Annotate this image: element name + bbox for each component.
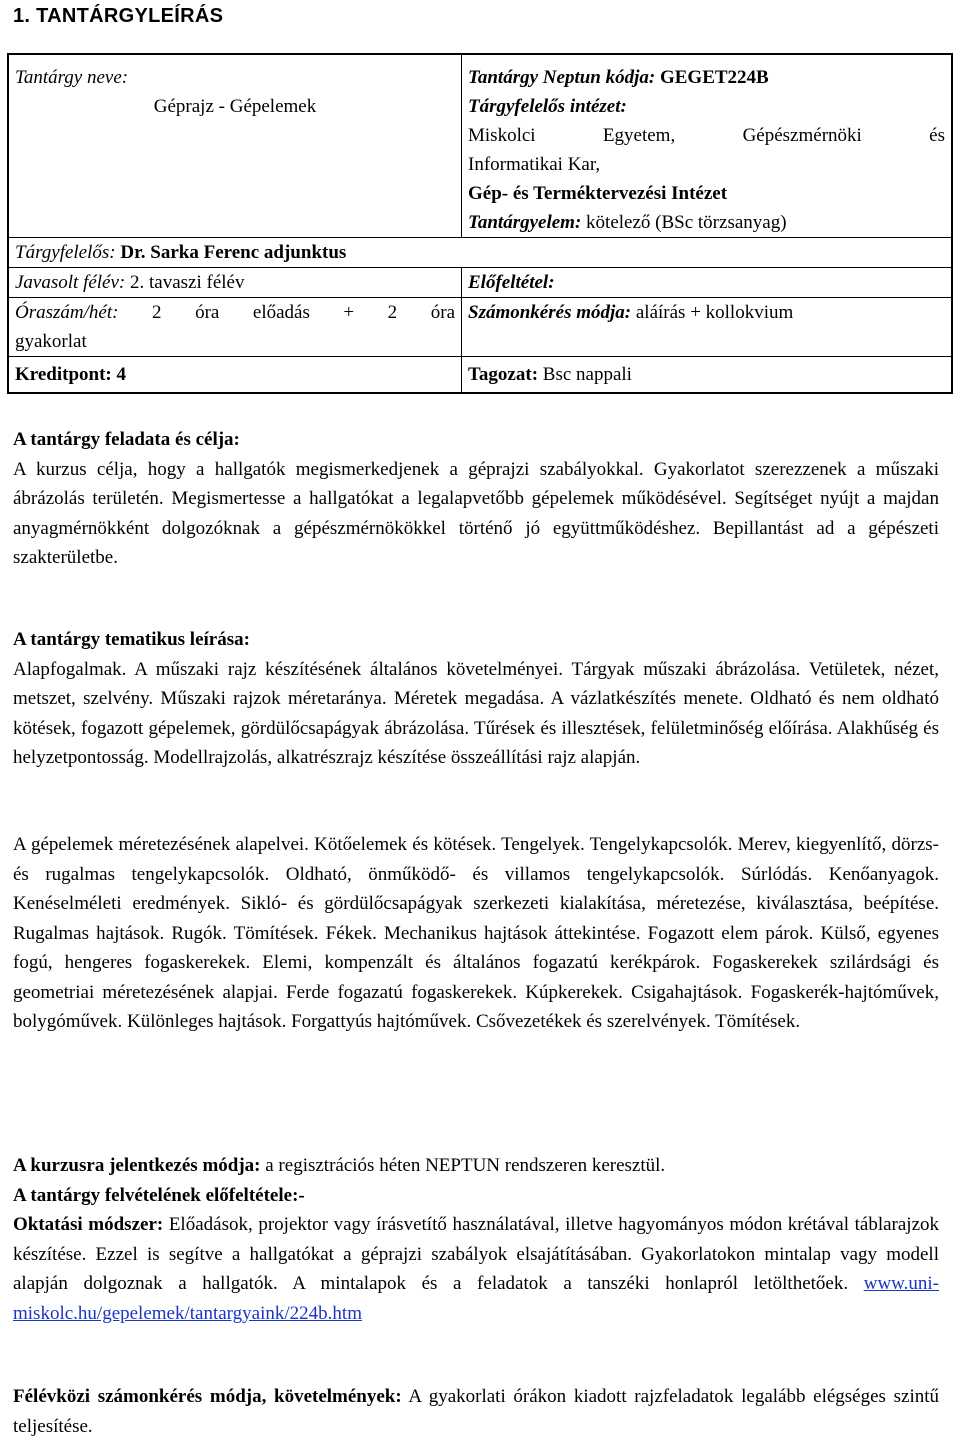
course-code-cell [462,54,953,238]
method-value: Előadások, projektor vagy írásvetítő használatával, illetve hagyományos módon krétával táblarajzok készítése. Ezzel is segítve a hallgatókat a géprajzi szabályok elsajátításában. Gyakorlatokon mintalap vagy modell alapján dolgoznak a hallgatók. A mintalapok és a feladatok a tanszéki honlapról letölthetőek. [13,1214,939,1294]
semester-cell [8,268,462,298]
credit-cell [8,357,462,394]
responsible-label: Tárgyfelelős: [15,242,116,263]
exam-label: Számonkérés módja: [468,302,632,323]
page-heading: 1. TANTÁRGYLEÍRÁS [13,5,224,27]
semester-value: 2. tavaszi félév [130,272,245,293]
registration-row [13,1151,939,1181]
institute-label: Tárgyfelelős intézet: [468,96,627,117]
midterm-label: Félévközi számonkérés módja, követelmények: [13,1386,402,1407]
exam-value: aláírás + kollokvium [635,302,794,323]
element-label: Tantárgyelem: [468,212,582,233]
hours-value-line1: 2 óra előadás + 2 óra [152,302,455,323]
institute-line1: Miskolci Egyetem, Gépészmérnöki és [468,125,945,146]
topics-text-1: Alapfogalmak. A műszaki rajz készítésének általános követelményei. Tárgyak műszaki ábrázolása. Vetületek, nézet, metszet, szelvény. Műszaki rajzok méretaránya. Méretek megadása. A vázlatkészítés menete. Oldható és nem oldható kötések, fogazott gépelemek, gördülőcsapágyak ábrázolása. Tűrések és illesztések, felületminőség előírása. Alakhűség és helyzetpontosság. Modellrajzolás, alkatrészrajz készítése összeállítási rajz alapján. [13,658,939,768]
method-label: Oktatási módszer: [13,1214,164,1235]
registration-value: a regisztrációs héten NEPTUN rendszeren keresztül. [265,1155,666,1176]
course-name-label: Tantárgy neve: [15,67,129,88]
goal-section [13,425,939,573]
registration-section [13,1151,939,1328]
neptun-row [468,63,945,92]
exam-cell [462,298,953,357]
institute-line2: Informatikai Kar, [468,154,601,175]
section-value: Bsc nappali [542,364,632,385]
hours-label: Óraszám/hét: [15,302,119,323]
course-name-cell [8,54,462,238]
hours-row [15,298,455,327]
section-cell [462,357,953,394]
midterm-value: A gyakorlati órákon kiadott rajzfeladatok legalább elégséges szintű teljesítése. [13,1386,939,1437]
responsible-cell [8,238,952,268]
topics-text-2: A gépelemek méretezésének alapelvei. Kötőelemek és kötések. Tengelyek. Tengelykapcsolók. Merev, kiegyenlítő, dörzs- és rugalmas tengelykapcsolók. Oldható, önműködő- és villamos tengelykapcsolók. Súrlódás. Kenőanyagok. Kenéselméleti eredmények. Sikló- és gördülőcsapágyak szerkezeti kialakítása, méretezése, kiválasztása, beépítése. Rugalmas hajtások. Rugók. Tömítések. Fékek. Mechanikus hajtások áttekintése. Fogazott elem párok. Külső, egyenes fogú, hengeres fogaskerekek. Elemi, kompenzált és általános fogazatú kerékpárok. Fogaskerekek szilárdsági és geometriai méretezésének alapjai. Ferde fogazatú fogaskerekek. Kúpkerekek. Csigahajtások. Fogaskerék-hajtóművek, bolygóművek. Különleges hajtások. Forgattyús hajtóművek. Csővezetékek és szerelvények. Tömítések. [13,834,939,1032]
course-name-value: Géprajz - Gépelemek [153,96,317,117]
midterm-section [13,1382,939,1441]
method-text [13,1210,939,1328]
registration-label: A kurzusra jelentkezés módja: [13,1155,261,1176]
element-row [468,208,945,237]
midterm-text [13,1382,939,1441]
prereq-label: Előfeltétel: [468,272,555,293]
goal-heading: A tantárgy feladata és célja: [13,429,240,450]
topics-heading: A tantárgy tematikus leírása: [13,629,250,650]
topics-section [13,625,939,773]
enrollment-prereq: A tantárgy felvételének előfeltétele:- [13,1184,305,1206]
course-website-link[interactable]: www.uni-miskolc.hu/gepelemek/tantargyaink/224b.htm [13,1273,940,1324]
neptun-value: GEGET224B [659,67,769,88]
prereq-cell [462,268,953,298]
institute-line3: Gép- és Terméktervezési Intézet [468,183,728,204]
credit-label: Kreditpont: [15,364,112,385]
hours-cell [8,298,462,357]
topics-section-2 [13,830,939,1037]
hours-value-line2: gyakorlat [15,331,87,352]
element-value: kötelező (BSc törzsanyag) [586,212,787,233]
course-info-table [7,53,953,394]
semester-label: Javasolt félév: [15,272,126,293]
section-label: Tagozat: [468,364,539,385]
goal-text: A kurzus célja, hogy a hallgatók megismerkedjenek a géprajzi szabályokkal. Gyakorlatot szerezzenek a műszaki ábrázolás területén. Megismertesse a hallgatókat a legalapvetőbb gépelemek működésével. Segítséget nyújt a majdan anyagmérnökként dolgozóknak a gépészmérnökökkel történő jó együttműködéshez. Bepillantást ad a gépészeti szakterületbe. [13,458,939,568]
responsible-value: Dr. Sarka Ferenc adjunktus [120,242,347,263]
neptun-label: Tantárgy Neptun kódja: [468,67,656,88]
credit-value: 4 [116,364,127,385]
